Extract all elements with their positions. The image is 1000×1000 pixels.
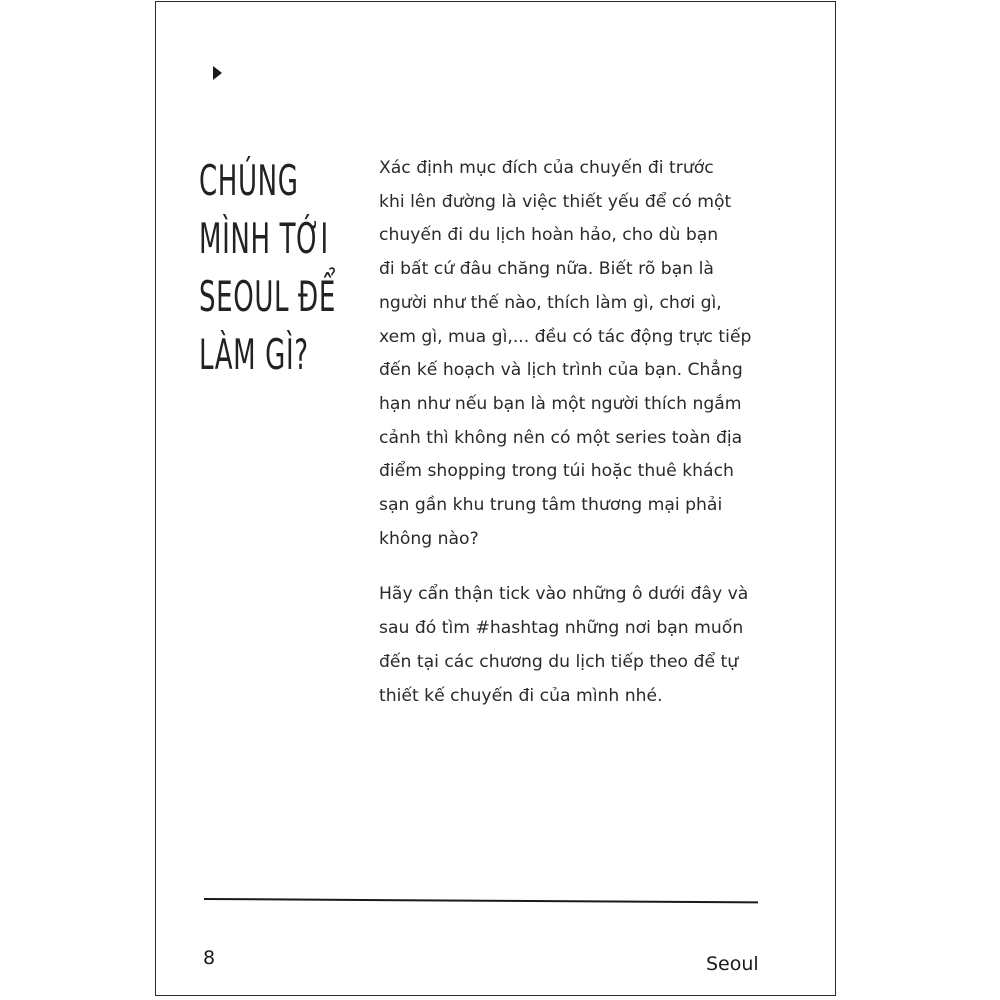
text-line: Xác định mục đích của chuyến đi trước [379, 158, 714, 178]
text-line: Hãy cẩn thận tick vào những ô dưới đây và [379, 584, 749, 605]
chapter-heading [199, 152, 336, 384]
text-line: khi lên đường là việc thiết yếu để có một [379, 191, 732, 212]
text-line: cảnh thì không nên có một series toàn địa [379, 427, 743, 448]
page-number: 8 [203, 947, 216, 969]
heading-line: SEOUL ĐỂ [199, 272, 336, 321]
text-line: sạn gần khu trung tâm thương mại phải [379, 495, 723, 516]
text-line: thiết kế chuyến đi của mình nhé. [379, 685, 663, 706]
text-line: chuyến đi du lịch hoàn hảo, cho dù bạn [379, 225, 719, 246]
paragraph-1 [379, 152, 779, 556]
book-page [155, 1, 836, 996]
text-line: đến tại các chương du lịch tiếp theo để tự [379, 651, 739, 672]
running-title: Seoul [706, 953, 759, 975]
text-line: điểm shopping trong túi hoặc thuê khách [379, 461, 734, 482]
heading-line: MÌNH TỚI [199, 214, 329, 263]
body-text [379, 152, 779, 713]
text-line: xem gì, mua gì,... đều có tác động trực tiếp [379, 326, 752, 347]
text-line: người như thế nào, thích làm gì, chơi gì, [379, 292, 722, 313]
paragraph-2 [379, 578, 779, 713]
text-line: đến kế hoạch và lịch trình của bạn. Chẳng [379, 360, 743, 381]
text-line: sau đó tìm #hashtag những nơi bạn muốn [379, 618, 744, 639]
text-line: đi bất cứ đâu chăng nữa. Biết rõ bạn là [379, 259, 714, 280]
text-line: không nào? [379, 528, 479, 549]
heading-line: CHÚNG [199, 156, 299, 205]
text-line: hạn như nếu bạn là một người thích ngắm [379, 393, 742, 414]
heading-line: LÀM GÌ? [199, 330, 309, 379]
triangle-marker-icon [213, 66, 222, 80]
footer-divider [204, 898, 758, 903]
